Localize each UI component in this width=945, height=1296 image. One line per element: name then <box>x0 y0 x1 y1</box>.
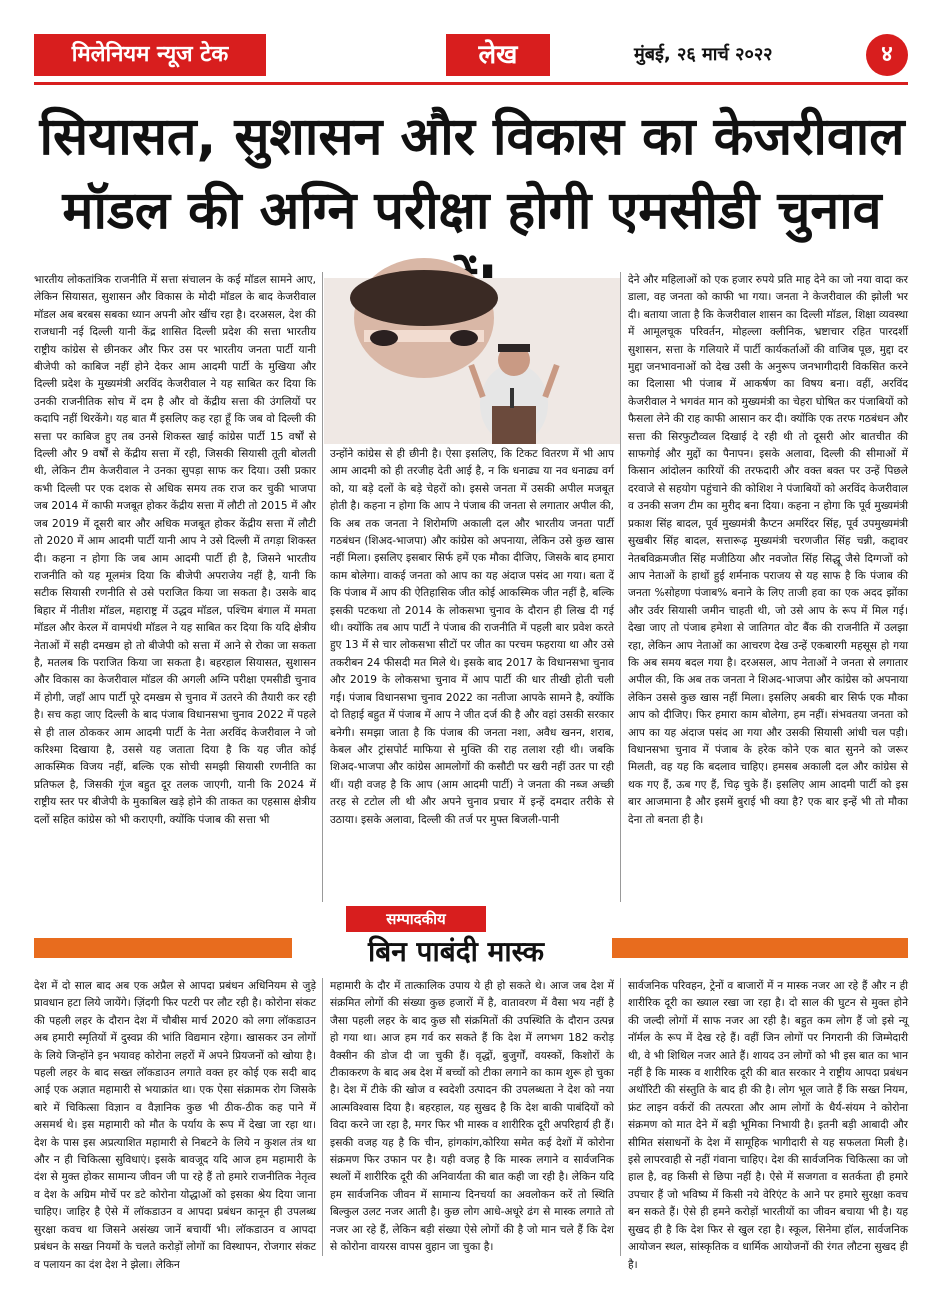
section-label: लेख <box>446 34 550 76</box>
column-divider <box>322 272 323 902</box>
editorial-bar-right <box>612 938 908 958</box>
masthead <box>34 34 908 76</box>
editorial-title: बिन पाबंदी मास्क <box>368 935 544 968</box>
column-divider <box>322 978 323 1256</box>
editorial-text: महामारी के दौर में तात्कालिक उपाय ये ही हो सकते थे। आज जब देश में संक्रमित लोगों की संख्या कुछ हजारों में है, वातावरण में वैसा भय नहीं है जैसा पहली लहर के बाद कुछ सौ संक्रमितों की उपस्थिति के दौरान उत्पन्न हो गया था। आज हम गर्व कर सकते हैं कि देश में लगभग 182 करोड़ वैक्सीन की डोज दी जा चुकी हैं। वृद्धों, बुजुर्गों, वयस्कों, किशोरों के टीकाकरण के बाद अब देश में बच्चों को टीका लगाने का काम शुरू हो चुका है। देश में टीके की खोज व स्वदेशी उत्पादन की उपलब्धता ने देश को नया आत्मविश्वास दिया है। बहरहाल, यह सुखद है कि देश बाकी पाबंदियों को विदा करने जा रहा है, मगर फिर भी मास्क व शारीरिक दूरी अपरिहार्य ही हैं। इसकी वजह यह है कि चीन, हांगकांग,कोरिया समेत कई देशों में कोरोना संक्रमण फिर उफान पर है। यही वजह है कि मास्क लगाने व सार्वजनिक स्थलों में शारीरिक दूरी की अनिवार्यता की बात कही जा रही है। लेकिन यदि हम सार्वजनिक जीवन में सामान्य दिनचर्या का अवलोकन करें तो स्थिति बिल्कुल उलट नजर आती है। कुछ लोग आधे-अधूरे ढंग से मास्क लगाते तो नजर आ रहे हैं, लेकिन बड़ी संख्या ऐसे लोगों की है जो मान चले हैं कि देश से कोरोना वायरस वापस वुहान जा चुका है। <box>330 980 614 1254</box>
headline-line-1: सियासत, सुशासन और विकास का केजरीवाल <box>39 107 905 167</box>
editorial-column-3 <box>628 978 908 1271</box>
dateline: मुंबई, २६ मार्च २०२२ <box>634 44 773 65</box>
article-column-2 <box>330 446 614 906</box>
editorial-text: सार्वजनिक परिवहन, ट्रेनों व बाजारों में न मास्क नजर आ रहे हैं और न ही शारीरिक दूरी का ख्याल रखा जा रहा है। दो साल की घुटन से मुक्त होने की जल्दी लोगों में साफ नजर आ रही है। बहुत कम लोग हैं जो इसे न्यू नॉर्मल के रूप में देख रहे हैं। वहीं जिन लोगों पर निगरानी की जिम्मेदारी थी, वे भी शिथिल नजर आते हैं। शायद उन लोगों को भी इस बात का भान नहीं है कि मास्क व शारीरिक दूरी की बात सरकार ने राष्ट्रीय आपदा प्रबंधन अथॉरिटी की संस्तुति के बाद ही की है। लोग भूल जाते हैं कि सख्त नियम, फ्रंट लाइन वर्करों की तत्परता और आम लोगों के धैर्य-संयम ने कोरोना संक्रमण को मात देने में बड़ी भूमिका निभायी है। इतनी बड़ी आबादी और सीमित संसाधनों के देश में सामूहिक भागीदारी से यह सफलता मिली है। इसे लापरवाही से नहीं गंवाना चाहिए। देश की सार्वजनिक चिकित्सा का जो हाल है, वह किसी से छिपा नहीं है। ऐसे में सजगता व सतर्कता ही हमारे उपचार हैं जो भविष्य में किसी नये वेरिएंट के आने पर हमारे सुरक्षा कवच बन सकते हैं। ऐसे ही हमने करोड़ों भारतीयों का जीवन बचाया भी है। यह सुखद ही है कि देश फिर से खुल रहा है। स्कूल, सिनेमा हॉल, सार्वजनिक आयोजन स्थल, सांस्कृतिक व धार्मिक आयोजनों की रंगत लौटना सुखद ही है। <box>628 980 908 1271</box>
article-column-1 <box>34 272 316 904</box>
article-text: भारतीय लोकतांत्रिक राजनीति में सत्ता संचालन के कई मॉडल सामने आए, लेकिन सियासत, सुशासन और विकास के मोदी मॉडल के बाद केजरीवाल मॉडल अब बरबस सबका ध्यान अपनी ओर खींच रहा है। दरअसल, देश की राजधानी नई दिल्ली यानी केंद्र शासित दिल्ली प्रदेश की सत्ता भारतीय राष्ट्रीय कांग्रेस से छीनकर और फिर उस पर भारतीय जनता पार्टी यानी बीजेपी को काबिज नहीं होने देकर आम आदमी पार्टी के मुखिया और दिल्ली प्रदेश के मुख्यमंत्री अरविंद केजरीवाल ने यह साबित कर दिया कि उनकी राजनीतिक सोच में दम है और वो केंद्रीय सत्ता की उंगलियों पर कदापि नहीं थिरकेंगे। यह बात मैं इसलिए कह रहा हूँ कि जब वो दिल्ली की सत्ता पर काबिज हुए तब उनसे शिकस्त खाई कांग्रेस पार्टी 15 वर्षों से दिल्ली और 9 वर्षों से केंद्रीय सत्ता में रही, जिसकी सियासी तूती बोलती थी, लेकिन टीम केजरीवाल ने उनका सुपड़ा साफ कर दिया। उसी प्रकार कभी दिल्ली पर एक दशक से अधिक समय तक राज कर चुकी भाजपा जब 2014 में काफी मजबूत होकर केंद्रीय सत्ता में लौटी तो 2015 में और जब 2019 में दूसरी बार और अधिक मजबूत होकर केंद्रीय सत्ता में लौटी तो 2020 में आम आदमी पार्टी यानी आप ने उसे दिल्ली में तगड़ा शिकस्त दी। कहना न होगा कि जब आम आदमी पार्टी ही है, जिसने भारतीय राजनीति को यह मूलमंत्र दिया कि बीजेपी अपराजेय नहीं है, यानी कि सटीक सियासी रणनीति से उसे पराजित किया जा सकता है। उसके बाद बिहार में नीतीश मॉडल, महाराष्ट्र में उद्धव मॉडल, पश्चिम बंगाल में ममता मॉडल और केरल में वामपंथी मॉडल ने यह साबित कर दिया कि यदि क्षेत्रीय नेताओं में सही दमखम हो तो बीजेपी को सत्ता में आने से रोका जा सकता है, मतलब कि पराजित किया जा सकता है। बहरहाल सियासत, सुशासन और विकास का केजरीवाल मॉडल की अगली अग्नि परीक्षा एमसीडी चुनाव में होगी, जहाँ आप पार्टी पूरे दमखम से चुनाव में उतरने की तैयारी कर रही है। सच कहा जाए दिल्ली के बाद पंजाब विधानसभा चुनाव 2022 में पहले से ही ताल ठोककर आम आदमी पार्टी के नेता अरविंद केजरीवाल ने जो करिश्मा दिखाया है, उससे यह जताता दिया है कि यह जीत कोई आकस्मिक विजय नहीं, बल्कि एक सोची समझी सियासी रणनीति का प्रतिफल है, जिसकी गूंज बहुत दूर तलक जाएगी, यानी कि 2024 में राष्ट्रीय स्तर पर बीजेपी के मुकाबिल खड़े होने की ताकत का एहसास क्षेत्रीय दलों सहित कांग्रेस को भी कराएगी, क्योंकि पंजाब की सत्ता भी <box>34 274 316 826</box>
editorial-column-2 <box>330 978 614 1258</box>
article-column-3 <box>628 272 908 904</box>
article-text: देने और महिलाओं को एक हजार रुपये प्रति माह देने का जो नया वादा कर डाला, वह जनता को काफी भा गया। जनता ने केजरीवाल की झोली भर दी। बताया जाता है कि केजरीवाल शासन का दिल्ली मॉडल, शिक्षा व्यवस्था में आमूलचूक परिवर्तन, मोहल्ला क्लीनिक, भ्रष्टाचार रहित पारदर्शी सुशासन, सत्ता के गलियारे में पार्टी कार्यकर्ताओं की वाजिब पूछ, मुद्दा दर मुद्दा जनभावनाओं को देख उसी के अनुरूप जनभागीदारी विकसित करने का दिलासा भी पंजाब में आकर्षण का विषय बना। वहीं, अरविंद केजरीवाल ने भगवंत मान को मुख्यमंत्री का चेहरा घोषित कर पंजाबियों को फैसला लेने की राह काफी आसान कर दी। क्योंकि एक तरफ गठबंधन और सत्ता की सिरफुटौव्वल दिखाई दे रही थी तो दूसरी ओर बातचीत की साफगोई और मुद्दों का पैनापन। इसके अलावा, दिल्ली की सीमाओं में किसान आंदोलन कारियों की तरफदारी और वक्त बक्त पर उन्हें पिछले दरवाजे से सहयोग पहुंचाने की कोशिश ने पंजाबियों को अरविंद केजरीवाल व उनकी सजग टीम का मुरीद बना दिया। कहना न होगा कि पूर्व मुख्यमंत्री प्रकाश सिंह बादल, पूर्व मुख्यमंत्री कैप्टन अमरिंदर सिंह, पूर्व उपमुख्यमंत्री सुखबीर सिंह बादल, सत्तारूढ़ मुख्यमंत्री चरणजीत सिंह चन्नी, कद्दावर नेतबविक्रमजीत सिंह मजीठिया और नवजोत सिंह सिद्धू जैसे दिग्गजों को आप नेताओं के हाथों हुई शर्मनाक पराजय से यह साफ है कि पंजाब की जनता %सोहणा पंजाब% बनाने के लिए ताजी हवा का एक अदद झोंका और उर्वर सियासी जमीन चाहती थी, जो उसे आप के रूप में मिल गई। देखा जाए तो पंजाब हमेशा से जातिगत वोट बैंक की राजनीति में उलझा रहा, लेकिन आप नेताओं का आचरण देख उन्हें एकबारगी महसूस हो गया कि अब समय बदल गया है। दरअसल, आप नेताओं ने जनता से लगातार अपील की, कि अब तक जनता ने शिअद-भाजपा और कांग्रेस को अपनाया लेकिन उससे कुछ खास नहीं मिला। इसलिए अबकी बार सिर्फ एक मौका आप को दीजिए। फिर हमारा काम बोलेगा, हम नहीं। संभवतया जनता को आप का यह अंदाज पसंद आ गया और उसकी सियासी आंधी चल पड़ी। विधानसभा चुनाव में पंजाब के हरेक कोने एक बात सुनने को जरूर मिलती, वह यह कि बदलाव चाहिए। हमसब अकाली दल और कांग्रेस से थक गए हैं, ऊब गए हैं, चिढ़ चुके हैं। इसलिए आम आदमी पार्टी को इस बार आजमाना है और इसमें बुराई भी क्या है? एक बार इन्हें भी तो मौका देना तो बनता ही है। <box>628 274 908 826</box>
column-divider <box>620 978 621 1256</box>
article-text: उन्होंने कांग्रेस से ही छीनी है। ऐसा इसलिए, कि टिकट वितरण में भी आप आम आदमी को ही तरजीह देती आई है, न कि धनाढ्य या नव धनाढ्य वर्ग को, या बड़े दलों के बड़े चेहरों को। इससे जनता में उसकी अपील मजबूत होती है। कहना न होगा कि आप ने पंजाब की जनता से लगातार अपील की, कि अब तक जनता ने शिरोमणि अकाली दल और भारतीय जनता पार्टी गठबंधन (शिअद-भाजपा) और कांग्रेस को अपनाया, लेकिन उसे कुछ खास नहीं मिला। इसलिए इसबार सिर्फ हमें एक मौका दीजिए, जिसके बाद हमारा काम बोलेगा। वाकई जनता को आप का यह अंदाज पसंद आ गया। बता दें कि पंजाब में आप की ऐतिहासिक जीत कोई आकस्मिक जीत नहीं है, बल्कि इसकी पटकथा तो 2014 के लोकसभा चुनाव के दौरान ही लिख दी गई थी। क्योंकि तब आप पार्टी ने पंजाब की राजनीति में पहली बार प्रवेश करते हुए 13 में से चार लोकसभा सीटों पर जीत का परचम फहराया था और उसे तकरीबन 24 फीसदी मत मिले थे। इसके बाद 2017 के विधानसभा चुनाव और 2019 के लोकसभा चुनाव में आप पार्टी की धार तीखी होती चली गई। पंजाब विधानसभा चुनाव 2022 का नतीजा आपके सामने है, क्योंकि दो तिहाई बहुत में पंजाब में आप ने जीत दर्ज की है और वहां उसकी सरकार बनेगी। समझा जाता है कि पंजाब की जनता नशा, अवैध खनन, शराब, केबल और ट्रांसपोर्ट माफिया से मुक्ति की राह तलाश रही थी। जबकि शिअद-भाजपा और कांग्रेस आमलोगों की कसौटी पर खरी नहीं उतर पा रही थीं। यही वजह है कि आप (आम आदमी पार्टी) ने जनता की नब्ज अच्छी तरह से टटोल ली थी और अपने चुनाव प्रचार में इन्हें दमदार तरीके से उठाया। इसके अलावा, दिल्ली की तर्ज पर मुफ्त बिजली-पानी <box>330 448 614 826</box>
politician-photo <box>324 278 620 444</box>
masthead-rule <box>34 82 908 85</box>
column-divider <box>620 272 621 902</box>
newspaper-brand: मिलेनियम न्यूज टेक <box>34 34 266 76</box>
editorial-text: देश में दो साल बाद अब एक अप्रैल से आपदा प्रबंधन अधिनियम से जुड़े प्रावधान हटा लिये जायेंगे। ज़िंदगी फिर पटरी पर लौट रही है। कोरोना संकट की पहली लहर के दौरान देश में चौबीस मार्च 2020 को लगा लॉकडाउन अब हमारी स्मृतियों में दुस्वप्न की भांति विद्यमान रहेगा। खासकर उन लोगों के लिये जिन्होंने इन भयावह कोरोना लहरों में अपने प्रियजनों को खोया है। पहली लहर के बाद सख्त लॉकडाउन लगाते वक्त हर कोई एक सदी बाद आई एक अज्ञात महामारी से भयाक्रांत था। एक ऐसा संक्रामक रोग जिसके बारे में चिकित्सा विज्ञान व वैज्ञानिक कुछ भी ठीक-ठीक कह पाने में असमर्थ थे। इस महामारी को मौत के पर्याय के रूप में देखा जा रहा था। देश के पास इस अप्रत्याशित महामारी से निबटने के लिये न कुशल तंत्र था और न ही चिकित्सा सुविधाएं। इसके बावजूद यदि आज हम महामारी के दंश से मुक्त होकर सामान्य जीवन जी पा रहे हैं तो हमारे राजनीतिक नेतृत्व व देश के अग्रिम मोर्चे पर डटे कोरोना योद्धाओं को इसका श्रेय दिया जाना चाहिए। जाहिर है ऐसे में लॉकडाउन व आपदा प्रबंधन कानून ही उपलब्ध सुरक्षा कवच था जिसने असंख्य जानें बचायीं भी। लॉकडाउन व आपदा प्रबंधन के सख्त नियमों के चलते करोड़ों लोगों का विस्थापन, रोजगार संकट व पलायन का दंश देश ने झेला। लेकिन <box>34 980 316 1271</box>
photo-illustration <box>324 278 620 444</box>
page-number: ४ <box>866 34 908 76</box>
headline-line-2: मॉडल की अग्नि परीक्षा होगी एमसीडी चुनाव <box>62 181 882 241</box>
editorial-column-1 <box>34 978 316 1271</box>
editorial-bar-left <box>34 938 292 958</box>
editorial-tag: सम्पादकीय <box>346 906 486 932</box>
